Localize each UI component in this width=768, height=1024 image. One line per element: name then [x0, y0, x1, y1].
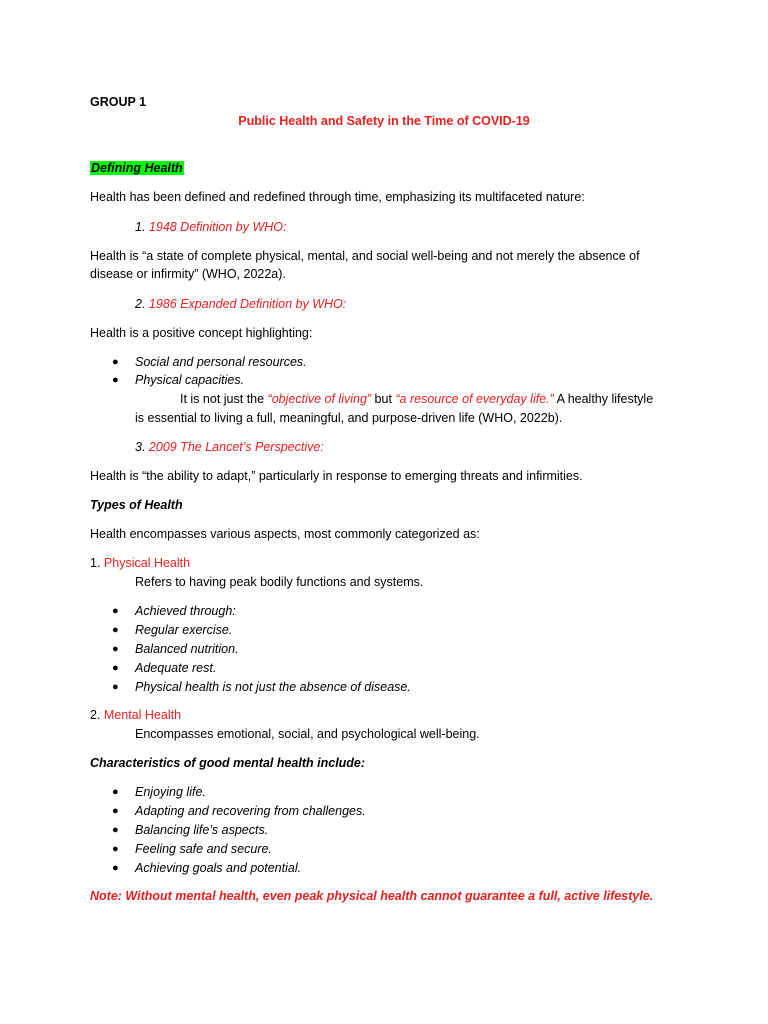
bullet-icon: ●	[112, 643, 119, 655]
bullet-icon: ●	[112, 786, 119, 798]
category-label: Mental Health	[103, 708, 182, 722]
bullet-icon: ●	[112, 862, 119, 874]
list-item: Enjoying life.	[135, 785, 206, 799]
quote-objective: “objective of living”	[267, 392, 372, 406]
list-number: 2.	[135, 297, 146, 311]
definition-1-heading	[135, 218, 286, 236]
section-heading-defining	[90, 159, 184, 177]
note-text: A healthy lifestyle	[553, 392, 654, 406]
document-title: Public Health and Safety in the Time of COVID-19	[238, 114, 530, 128]
list-number: 1.	[90, 556, 101, 570]
def3-text: Health is “the ability to adapt,” particularly in response to emerging threats and infirmities.	[90, 469, 583, 483]
highlighted-heading: Defining Health	[91, 161, 183, 175]
bullet-icon: ●	[112, 843, 119, 855]
list-item: Achieved through:	[135, 604, 236, 618]
physical-health-heading	[90, 554, 190, 572]
bullet-icon: ●	[112, 624, 119, 636]
bullet-icon: ●	[112, 374, 119, 386]
list-item: Physical health is not just the absence of disease.	[135, 680, 411, 694]
bullet-icon: ●	[112, 824, 119, 836]
physical-health-desc: Refers to having peak bodily functions and systems.	[135, 575, 424, 589]
definition-label: 1986 Expanded Definition by WHO:	[148, 297, 347, 311]
list-item: Social and personal resources.	[135, 355, 307, 369]
quote-resource: “a resource of everyday life.”	[395, 392, 554, 406]
def2-note-line2: is essential to living a full, meaningful, and purpose-driven life (WHO, 2022b).	[135, 411, 563, 425]
list-item: Balanced nutrition.	[135, 642, 239, 656]
types-heading: Types of Health	[90, 498, 183, 512]
list-item: Balancing life’s aspects.	[135, 823, 269, 837]
list-item: Achieving goals and potential.	[135, 861, 302, 875]
group-label: GROUP 1	[90, 95, 147, 109]
def1-text-line2: disease or infirmity” (WHO, 2022a).	[90, 267, 286, 281]
note-text: but	[371, 392, 396, 406]
definition-label: 2009 The Lancet’s Perspective:	[148, 440, 324, 454]
list-item: Regular exercise.	[135, 623, 233, 637]
mental-health-heading	[90, 706, 181, 724]
definition-2-heading	[135, 295, 346, 313]
definition-3-heading	[135, 438, 324, 456]
list-item: Feeling safe and secure.	[135, 842, 272, 856]
list-number: 3.	[135, 440, 146, 454]
list-item: Physical capacities.	[135, 373, 245, 387]
mental-health-desc: Encompasses emotional, social, and psychological well-being.	[135, 727, 480, 741]
bullet-icon: ●	[112, 805, 119, 817]
note-text: It is not just the	[180, 392, 268, 406]
list-number: 2.	[90, 708, 101, 722]
definition-label: 1948 Definition by WHO:	[148, 220, 287, 234]
list-item: Adequate rest.	[135, 661, 217, 675]
bullet-icon: ●	[112, 356, 119, 368]
list-number: 1.	[135, 220, 146, 234]
list-item: Adapting and recovering from challenges.	[135, 804, 366, 818]
bullet-icon: ●	[112, 605, 119, 617]
def2-note-line1	[180, 390, 653, 408]
types-intro: Health encompasses various aspects, most commonly categorized as:	[90, 527, 480, 541]
bullet-icon: ●	[112, 662, 119, 674]
def2-text: Health is a positive concept highlighting:	[90, 326, 313, 340]
category-label: Physical Health	[103, 556, 191, 570]
bullet-icon: ●	[112, 681, 119, 693]
note-text: Note: Without mental health, even peak physical health cannot guarantee a full, active lifestyle.	[90, 889, 654, 903]
characteristics-heading: Characteristics of good mental health include:	[90, 756, 366, 770]
intro-text: Health has been defined and redefined through time, emphasizing its multifaceted nature:	[90, 190, 585, 204]
def1-text-line1: Health is “a state of complete physical, mental, and social well-being and not merely the absence of	[90, 249, 640, 263]
